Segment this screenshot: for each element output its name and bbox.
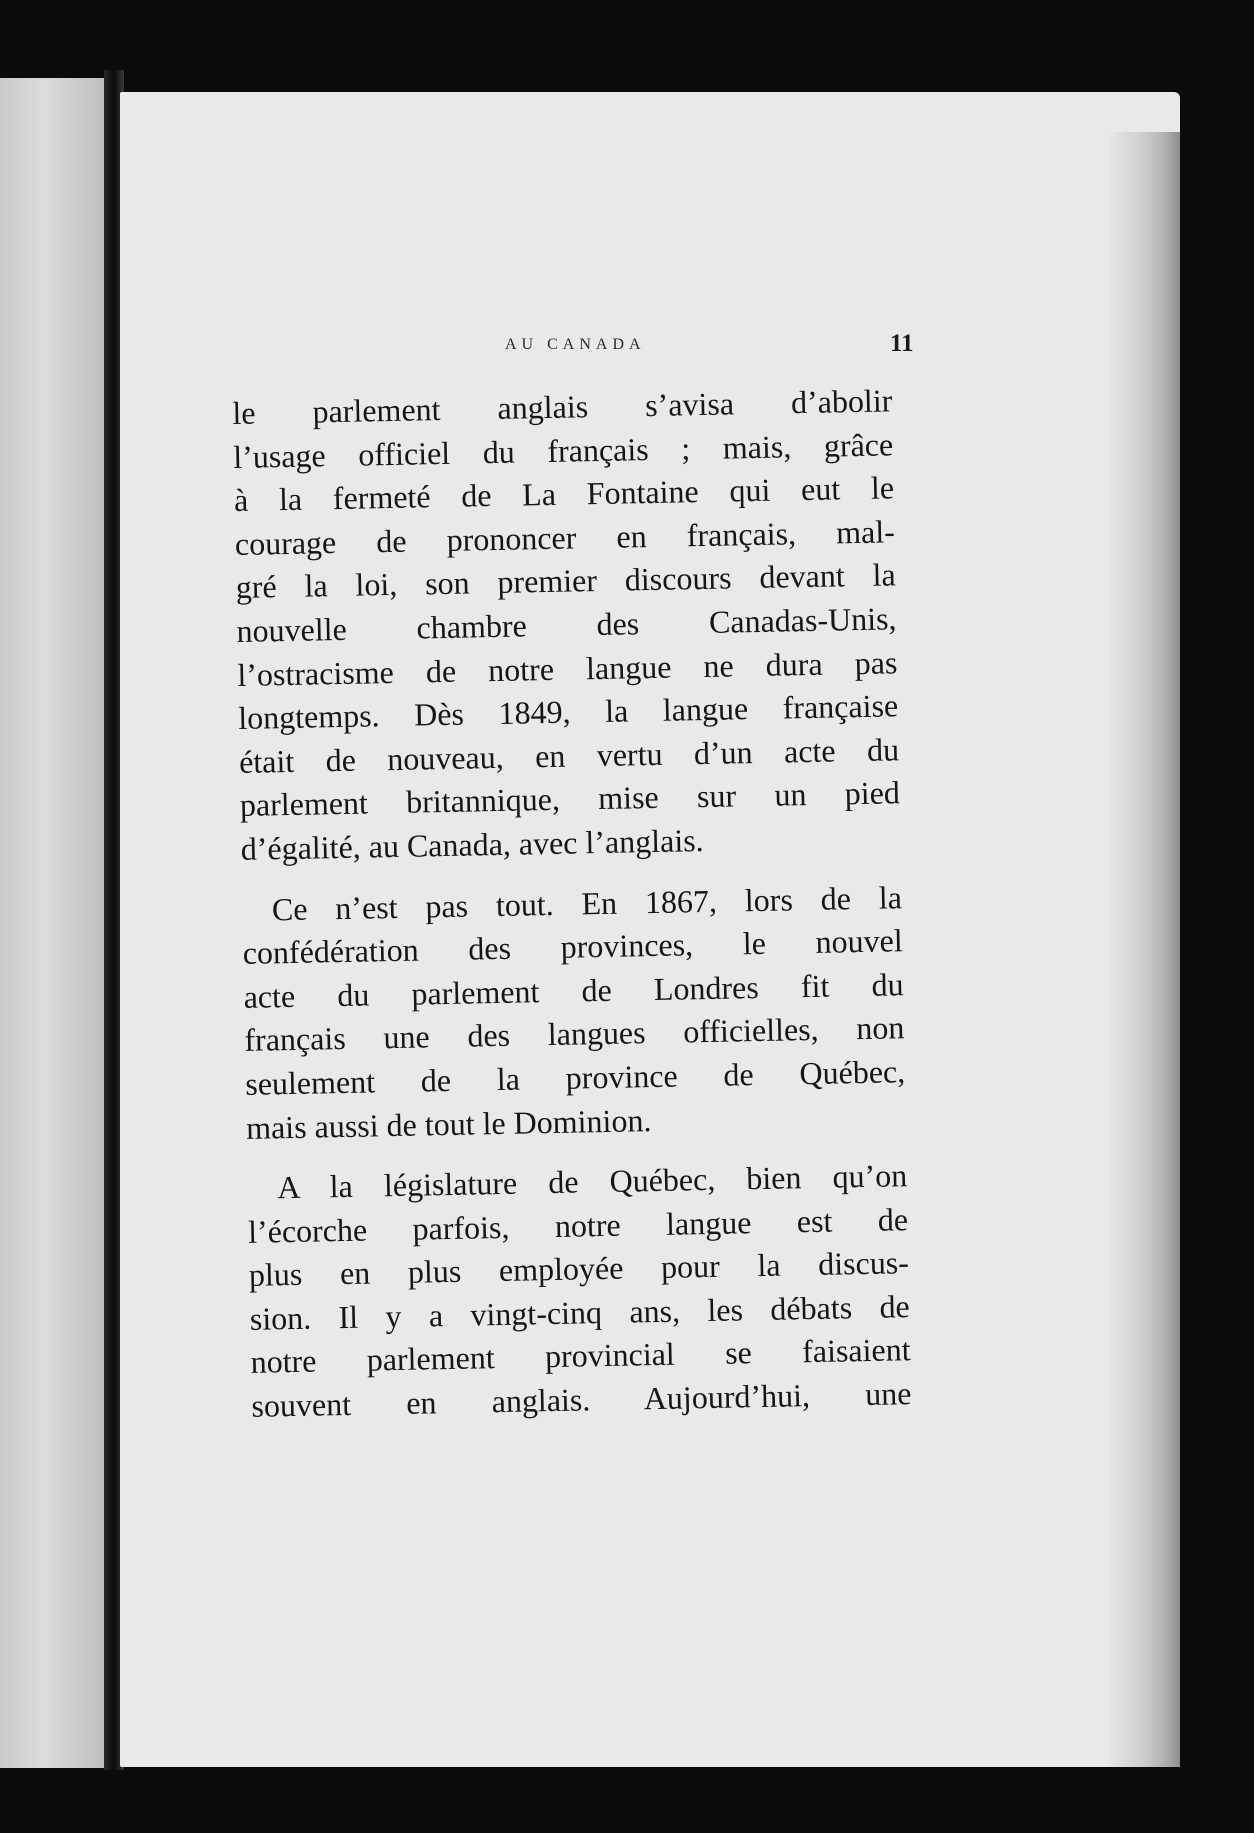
text-line: gré la loi, son premier discours devant la xyxy=(235,556,896,606)
running-head xyxy=(120,330,1180,366)
text-line: plus en plus employée pour la discus- xyxy=(248,1244,910,1294)
text-line: seulement de la province de Québec, xyxy=(244,1053,906,1102)
text-line: l’usage officiel du français ; mais, grâce xyxy=(232,425,894,475)
text-line: nouvelle chambre des Canadas-Unis, xyxy=(236,600,897,649)
text-line: notre parlement provincial se faisaient xyxy=(250,1331,911,1381)
text-line: acte du parlement de Londres fit du xyxy=(243,965,904,1015)
page-edge-shadow xyxy=(1110,132,1180,1767)
book-page xyxy=(120,92,1180,1767)
body-text xyxy=(232,379,912,1445)
text-line: mais aussi de tout le Dominion. xyxy=(245,1101,652,1146)
text-line: longtemps. Dès 1849, la langue française xyxy=(237,687,899,737)
paragraph-3 xyxy=(247,1154,912,1428)
text-line: français une des langues officielles, non xyxy=(244,1009,905,1059)
text-line: sion. Il y a vingt-cinq ans, les débats de xyxy=(249,1288,911,1337)
page-number: 11 xyxy=(890,330,914,357)
text-line: d’égalité, au Canada, avec l’anglais. xyxy=(240,821,704,867)
running-head-title: AU CANADA xyxy=(505,336,646,353)
text-line: à la fermeté de La Fontaine qui eut le xyxy=(233,469,895,519)
text-line: confédération des provinces, le nouvel xyxy=(242,922,903,972)
text-line: courage de prononcer en français, mal- xyxy=(234,513,896,562)
paragraph-1 xyxy=(232,379,901,871)
text-line: parlement britannique, mise sur un pied xyxy=(239,774,901,824)
text-line: l’écorche parfois, notre langue est de xyxy=(247,1200,909,1250)
facing-page-edge xyxy=(0,78,108,1768)
text-line: souvent en anglais. Aujourd’hui, une xyxy=(251,1375,912,1424)
paragraph-2 xyxy=(242,876,907,1150)
text-line: Ce n’est pas tout. En 1867, lors de la xyxy=(271,878,903,927)
text-line: l’ostracisme de notre langue ne dura pas xyxy=(237,643,898,693)
text-line: était de nouveau, en vertu d’un acte du xyxy=(238,731,900,780)
text-line: A la législature de Québec, bien qu’on xyxy=(276,1157,908,1206)
text-line: le parlement anglais s’avisa d’abolir xyxy=(232,382,893,431)
